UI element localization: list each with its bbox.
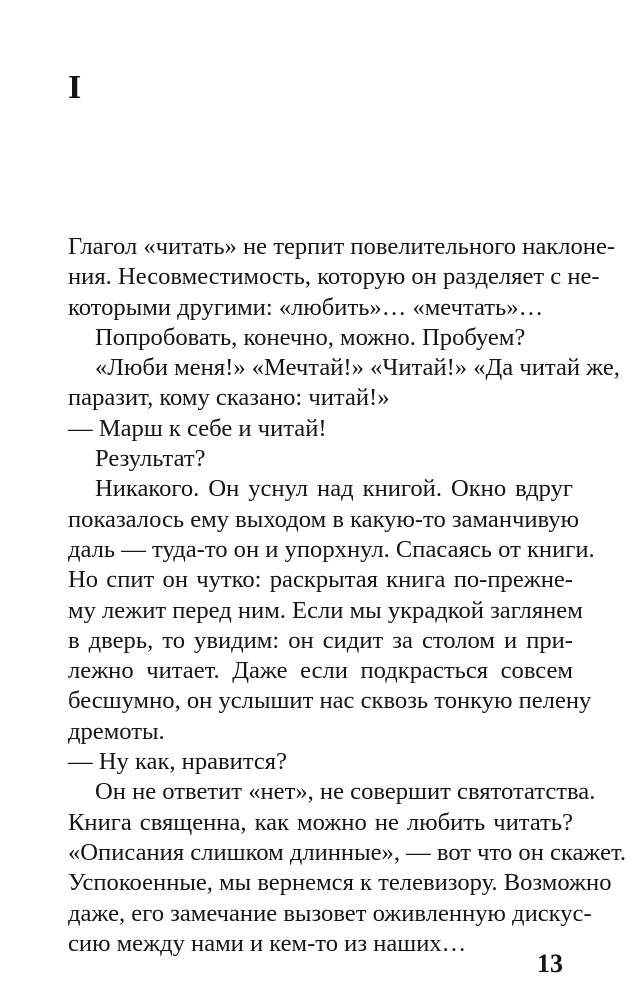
text-line: Но спит он чутко: раскрытая книга по-прежне- xyxy=(68,566,573,594)
text-line: которыми другими: «любить»… «мечтать»… xyxy=(68,293,544,321)
text-line: сию между нами и кем-то из наших… xyxy=(68,929,467,957)
text-line: ния. Несовместимость, которую он разделяет с не- xyxy=(68,263,600,291)
text-line: Он не ответит «нет», не совершит святотатства. xyxy=(95,778,596,806)
text-line: Никакого. Он уснул над книгой. Окно вдруг xyxy=(95,475,573,503)
text-line: даль — туда-то он и упорхнул. Спасаясь от книги. xyxy=(68,535,595,563)
text-line: «Описания слишком длинные», — вот что он скажет. xyxy=(68,838,627,866)
chapter-numeral: I xyxy=(68,69,82,106)
text-line: показалось ему выходом в какую-то заманчивую xyxy=(68,505,579,533)
text-line: Книга священна, как можно не любить читать? xyxy=(68,808,573,836)
text-line: Глагол «читать» не терпит повелительного наклоне- xyxy=(68,233,616,260)
text-line: бесшумно, он услышит нас сквозь тонкую пелену xyxy=(68,687,592,715)
text-line: лежно читает. Даже если подкрасться совсем xyxy=(68,657,573,685)
text-line: дремоты. xyxy=(68,717,165,745)
text-line: Успокоенные, мы вернемся к телевизору. Возможно xyxy=(68,869,612,897)
body-text xyxy=(68,232,627,959)
dialogue-line: — Марш к себе и читай! xyxy=(68,414,327,442)
page-number: 13 xyxy=(537,949,563,978)
text-line: му лежит перед ним. Если мы украдкой заглянем xyxy=(68,596,583,624)
text-line: в дверь, то увидим: он сидит за столом и при- xyxy=(68,626,573,654)
text-line: паразит, кому сказано: читай!» xyxy=(68,384,390,412)
dialogue-line: — Ну как, нравится? xyxy=(68,748,288,776)
text-line: Попробовать, конечно, можно. Пробуем? xyxy=(95,323,526,351)
text-line: даже, его замечание вызовет оживленную дискус- xyxy=(68,899,592,927)
text-line: «Люби меня!» «Мечтай!» «Читай!» «Да читай же, xyxy=(95,354,620,382)
text-line: Результат? xyxy=(95,445,206,473)
